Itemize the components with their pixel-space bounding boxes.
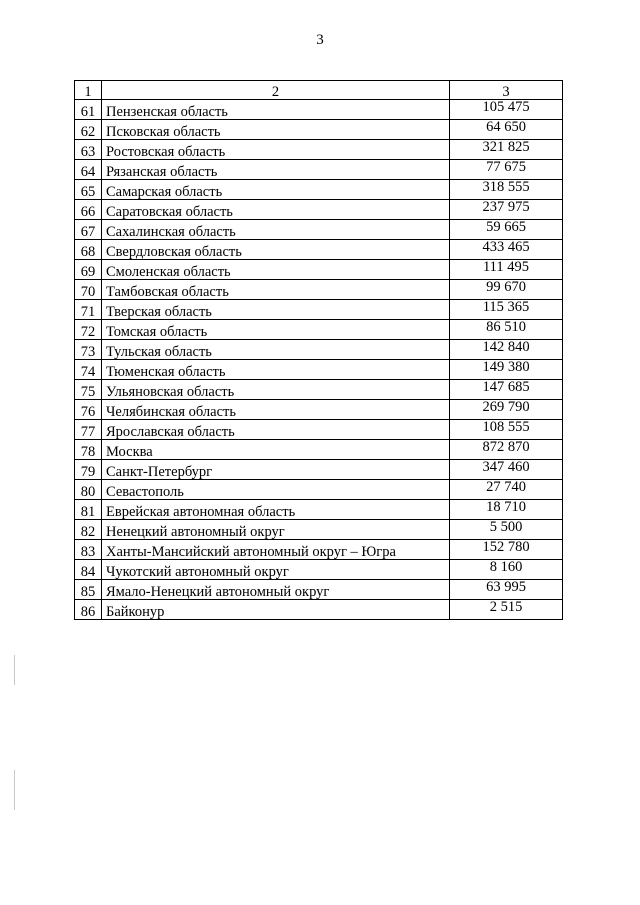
- amount-cell: 149 380: [450, 360, 563, 380]
- table-header-row: [75, 81, 563, 100]
- region-name-cell: Самарская область: [102, 180, 450, 200]
- table-row: [75, 520, 563, 540]
- table-row: [75, 300, 563, 320]
- amount-cell: 63 995: [450, 580, 563, 600]
- row-number-cell: 62: [75, 120, 102, 140]
- row-number-cell: 66: [75, 200, 102, 220]
- amount-cell: 8 160: [450, 560, 563, 580]
- table-body: [75, 81, 563, 620]
- row-number-cell: 74: [75, 360, 102, 380]
- region-name-cell: Байконур: [102, 600, 450, 620]
- region-name-cell: Саратовская область: [102, 200, 450, 220]
- row-number-cell: 80: [75, 480, 102, 500]
- row-number-cell: 85: [75, 580, 102, 600]
- header-cell-name: 2: [102, 81, 450, 100]
- region-name-cell: Тюменская область: [102, 360, 450, 380]
- region-name-cell: Смоленская область: [102, 260, 450, 280]
- table-row: [75, 280, 563, 300]
- table-row: [75, 400, 563, 420]
- row-number-cell: 75: [75, 380, 102, 400]
- region-name-cell: Челябинская область: [102, 400, 450, 420]
- row-number-cell: 81: [75, 500, 102, 520]
- row-number-cell: 71: [75, 300, 102, 320]
- table-row: [75, 560, 563, 580]
- amount-cell: 108 555: [450, 420, 563, 440]
- amount-cell: 5 500: [450, 520, 563, 540]
- region-name-cell: Ханты-Мансийский автономный округ – Югра: [102, 540, 450, 560]
- regions-table: [74, 80, 563, 620]
- row-number-cell: 65: [75, 180, 102, 200]
- table-row: [75, 580, 563, 600]
- amount-cell: 77 675: [450, 160, 563, 180]
- amount-cell: 269 790: [450, 400, 563, 420]
- amount-cell: 321 825: [450, 140, 563, 160]
- table-row: [75, 540, 563, 560]
- row-number-cell: 61: [75, 100, 102, 120]
- table-row: [75, 120, 563, 140]
- region-name-cell: Ненецкий автономный округ: [102, 520, 450, 540]
- table-row: [75, 420, 563, 440]
- amount-cell: 64 650: [450, 120, 563, 140]
- table-row: [75, 600, 563, 620]
- row-number-cell: 67: [75, 220, 102, 240]
- amount-cell: 872 870: [450, 440, 563, 460]
- amount-cell: 2 515: [450, 600, 563, 620]
- table-row: [75, 260, 563, 280]
- row-number-cell: 84: [75, 560, 102, 580]
- row-number-cell: 64: [75, 160, 102, 180]
- row-number-cell: 78: [75, 440, 102, 460]
- table-row: [75, 200, 563, 220]
- header-cell-value: 3: [450, 81, 563, 100]
- row-number-cell: 86: [75, 600, 102, 620]
- table-row: [75, 500, 563, 520]
- scan-artifact-line: [14, 655, 15, 685]
- region-name-cell: Рязанская область: [102, 160, 450, 180]
- amount-cell: 27 740: [450, 480, 563, 500]
- table-row: [75, 360, 563, 380]
- amount-cell: 142 840: [450, 340, 563, 360]
- header-cell-number: 1: [75, 81, 102, 100]
- table-row: [75, 480, 563, 500]
- amount-cell: 347 460: [450, 460, 563, 480]
- row-number-cell: 68: [75, 240, 102, 260]
- row-number-cell: 76: [75, 400, 102, 420]
- region-name-cell: Ярославская область: [102, 420, 450, 440]
- table-row: [75, 140, 563, 160]
- row-number-cell: 82: [75, 520, 102, 540]
- row-number-cell: 77: [75, 420, 102, 440]
- amount-cell: 147 685: [450, 380, 563, 400]
- region-name-cell: Еврейская автономная область: [102, 500, 450, 520]
- amount-cell: 59 665: [450, 220, 563, 240]
- amount-cell: 237 975: [450, 200, 563, 220]
- row-number-cell: 73: [75, 340, 102, 360]
- amount-cell: 152 780: [450, 540, 563, 560]
- region-name-cell: Ульяновская область: [102, 380, 450, 400]
- table-row: [75, 440, 563, 460]
- table-row: [75, 160, 563, 180]
- table-row: [75, 100, 563, 120]
- row-number-cell: 63: [75, 140, 102, 160]
- table-row: [75, 220, 563, 240]
- table-row: [75, 320, 563, 340]
- row-number-cell: 72: [75, 320, 102, 340]
- region-name-cell: Севастополь: [102, 480, 450, 500]
- amount-cell: 99 670: [450, 280, 563, 300]
- region-name-cell: Свердловская область: [102, 240, 450, 260]
- table-row: [75, 180, 563, 200]
- table-row: [75, 460, 563, 480]
- scan-artifact-line: [14, 770, 15, 810]
- table-row: [75, 240, 563, 260]
- region-name-cell: Чукотский автономный округ: [102, 560, 450, 580]
- amount-cell: 115 365: [450, 300, 563, 320]
- amount-cell: 86 510: [450, 320, 563, 340]
- row-number-cell: 70: [75, 280, 102, 300]
- region-name-cell: Сахалинская область: [102, 220, 450, 240]
- region-name-cell: Ямало-Ненецкий автономный округ: [102, 580, 450, 600]
- region-name-cell: Ростовская область: [102, 140, 450, 160]
- region-name-cell: Пензенская область: [102, 100, 450, 120]
- amount-cell: 105 475: [450, 100, 563, 120]
- page-number: 3: [316, 32, 324, 48]
- amount-cell: 111 495: [450, 260, 563, 280]
- table-row: [75, 340, 563, 360]
- row-number-cell: 79: [75, 460, 102, 480]
- region-name-cell: Москва: [102, 440, 450, 460]
- amount-cell: 433 465: [450, 240, 563, 260]
- region-name-cell: Томская область: [102, 320, 450, 340]
- region-name-cell: Тамбовская область: [102, 280, 450, 300]
- region-name-cell: Санкт-Петербург: [102, 460, 450, 480]
- region-name-cell: Псковская область: [102, 120, 450, 140]
- region-name-cell: Тверская область: [102, 300, 450, 320]
- region-name-cell: Тульская область: [102, 340, 450, 360]
- row-number-cell: 83: [75, 540, 102, 560]
- table-row: [75, 380, 563, 400]
- row-number-cell: 69: [75, 260, 102, 280]
- amount-cell: 318 555: [450, 180, 563, 200]
- amount-cell: 18 710: [450, 500, 563, 520]
